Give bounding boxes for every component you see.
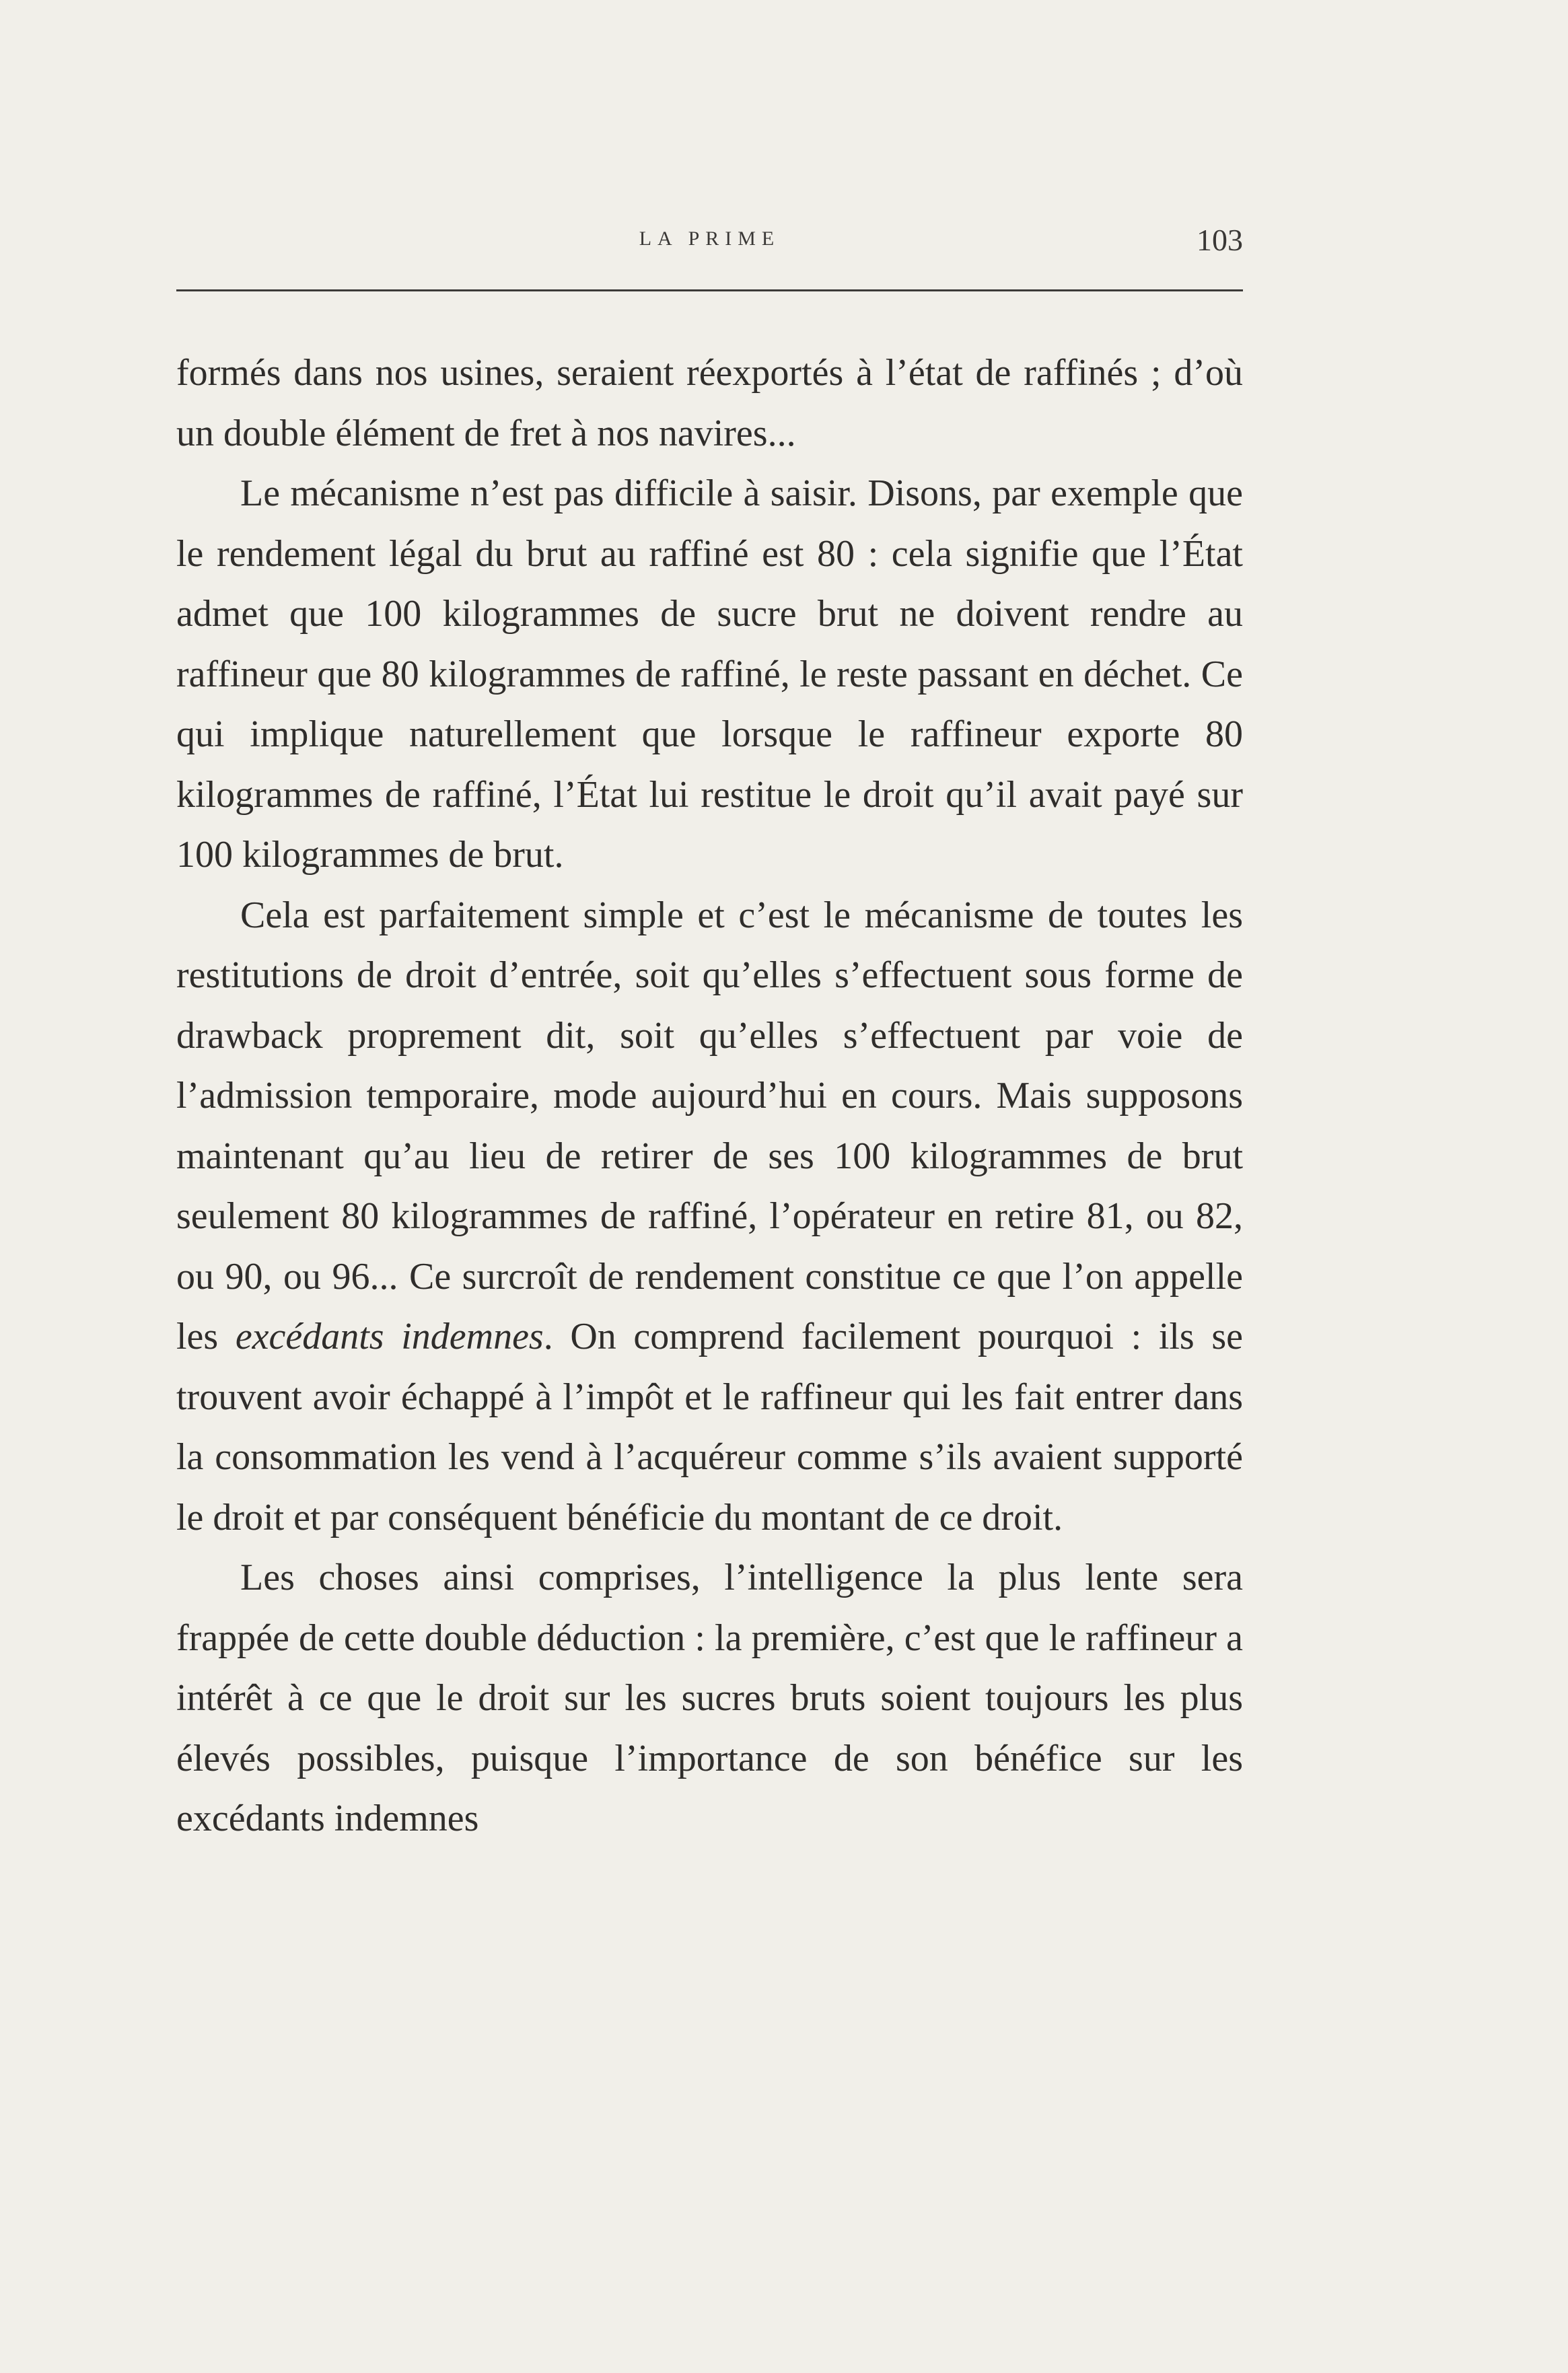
paragraph-restitutions-text-after: . On comprend facilement pourquoi : ils se trouvent avoir échappé à l’impôt et le raffineur qui les fait entrer dans la consommation les vend à l’acquéreur comme s’ils avaient supporté le droit et par conséquent bénéficie du montant de ce droit. xyxy=(176,1316,1243,1538)
paragraph-restitutions xyxy=(176,886,1243,1549)
paragraph-conclusion: Les choses ainsi comprises, l’intelligence la plus lente sera frappée de cette double déduction : la première, c’est que le raffineur a intérêt à ce que le droit sur les sucres bruts soient toujours les plus élevés possibles, puisque l’importance de son bénéfice sur les excédants indemnes xyxy=(176,1557,1243,1839)
paragraph-restitutions-text-before: Cela est parfaitement simple et c’est le mécanisme de toutes les restitutions de droit d’entrée, soit qu’elles s’effectuent sous forme de drawback proprement dit, soit qu’elles s’effectuent par voie de l’admission temporaire, mode aujourd’hui en cours. Mais supposons maintenant qu’au lieu de retirer de ses 100 kilogrammes de brut seulement 80 kilogrammes de raffiné, l’opérateur en retire 81, ou 82, ou 90, ou 96... Ce surcroît de rendement constitue ce que l’on appelle les xyxy=(176,894,1243,1357)
emphasis-excedants-indemnes: excédants indemnes xyxy=(235,1316,544,1357)
page-number: 103 xyxy=(1197,223,1243,257)
paragraph-continuation: formés dans nos usines, seraient réexportés à l’état de raffinés ; d’où un double élément de fret à nos navires... xyxy=(176,352,1243,454)
header-rule xyxy=(176,289,1243,291)
running-title: LA PRIME xyxy=(639,227,781,250)
page-header xyxy=(176,222,1243,262)
paragraph-mechanism: Le mécanisme n’est pas difficile à saisir. Disons, par exemple que le rendement légal du brut au raffiné est 80 : cela signifie que l’État admet que 100 kilogrammes de sucre brut ne doivent rendre au raffineur que 80 kilogrammes de raffiné, le reste passant en déchet. Ce qui implique naturellement que lorsque le raffineur exporte 80 kilogrammes de raffiné, l’État lui restitue le droit qu’il avait payé sur 100 kilogrammes de brut. xyxy=(176,472,1243,876)
body-text xyxy=(176,343,1243,1849)
